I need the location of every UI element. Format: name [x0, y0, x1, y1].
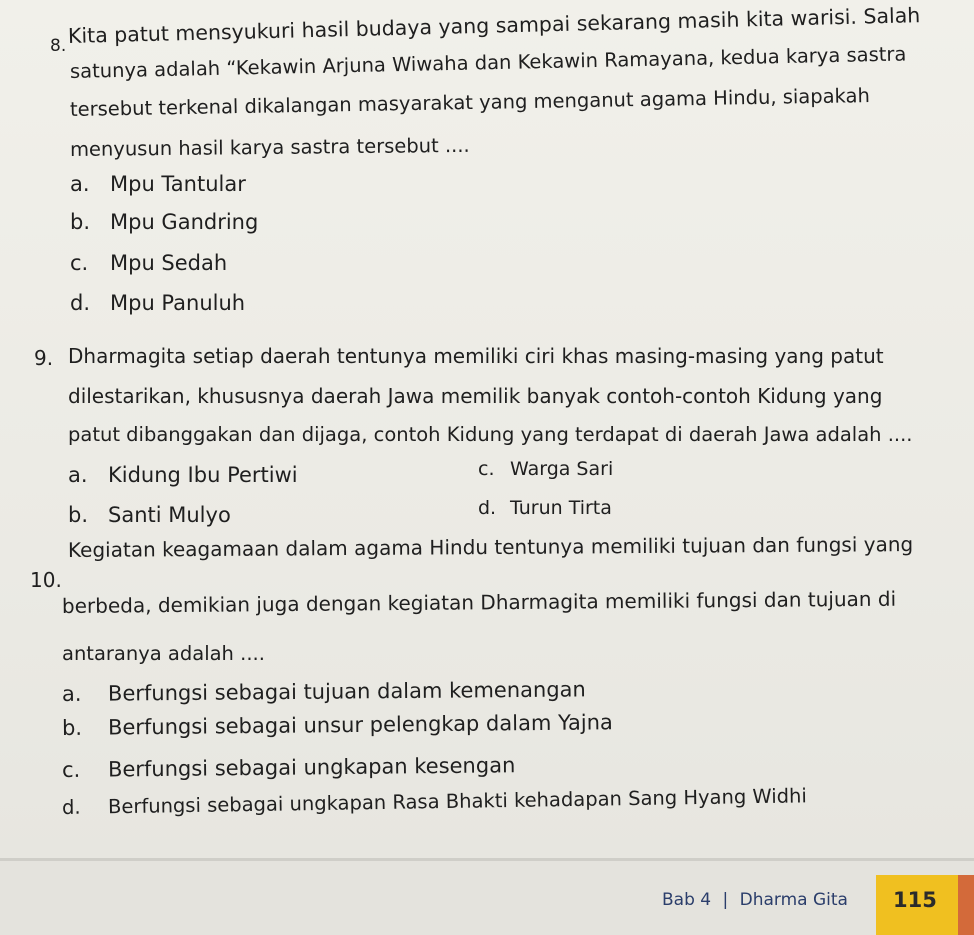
- option-d: d. Turun Tirta: [478, 497, 612, 519]
- question-text-line: dilestarikan, khususnya daerah Jawa memilik banyak contoh-contoh Kidung yang: [68, 384, 883, 408]
- option-c: c. Berfungsi sebagai ungkapan kesengan: [61, 753, 516, 782]
- option-c: c. Mpu Sedah: [70, 251, 228, 275]
- question-text-line: antaranya adalah ....: [62, 642, 265, 665]
- option-a: a. Kidung Ibu Pertiwi: [68, 463, 298, 487]
- option-a: a. Mpu Tantular: [70, 172, 246, 196]
- option-a: a. Berfungsi sebagai tujuan dalam kemenangan: [61, 677, 586, 706]
- corner-color-strip: [958, 875, 974, 935]
- option-d: d. Mpu Panuluh: [70, 291, 246, 315]
- question-text-line: Kegiatan keagamaan dalam agama Hindu tentunya memiliki tujuan dan fungsi yang: [67, 532, 914, 562]
- question-text-line: Dharmagita setiap daerah tentunya memiliki ciri khas masing-masing yang patut: [68, 344, 884, 368]
- option-b: b. Santi Mulyo: [68, 503, 231, 527]
- chapter-title: Dharma Gita: [739, 890, 848, 910]
- question-text-line: menyusun hasil karya sastra tersebut ....: [69, 133, 470, 161]
- option-c: c. Warga Sari: [478, 458, 614, 480]
- chapter-label: [662, 890, 848, 910]
- page-number: 115: [893, 888, 937, 912]
- question-text-line: patut dibanggakan dan dijaga, contoh Kidung yang terdapat di daerah Jawa adalah ....: [68, 423, 913, 446]
- option-d: d. Berfungsi sebagai ungkapan Rasa Bhakti kehadapan Sang Hyang Widhi: [61, 784, 808, 819]
- option-b: b. Berfungsi sebagai unsur pelengkap dalam Yajna: [61, 710, 613, 740]
- question-number: 8.: [50, 36, 67, 56]
- question-text-line: berbeda, demikian juga dengan kegiatan Dharmagita memiliki fungsi dan tujuan di: [61, 586, 897, 618]
- separator: |: [722, 890, 729, 910]
- chapter-number: Bab 4: [662, 890, 712, 910]
- question-text-line: tersebut terkenal dikalangan masyarakat yang menganut agama Hindu, siapakah: [69, 84, 871, 121]
- page-edge: [0, 858, 974, 861]
- question-text-line: Kita patut mensyukuri hasil budaya yang sampai sekarang masih kita warisi. Salah: [67, 3, 921, 48]
- question-text-line: satunya adalah “Kekawin Arjuna Wiwaha dan Kekawin Ramayana, kedua karya sastra: [69, 42, 907, 83]
- question-number: 9.: [34, 346, 54, 370]
- question-number: 10.: [30, 568, 62, 592]
- option-b: b. Mpu Gandring: [70, 210, 259, 234]
